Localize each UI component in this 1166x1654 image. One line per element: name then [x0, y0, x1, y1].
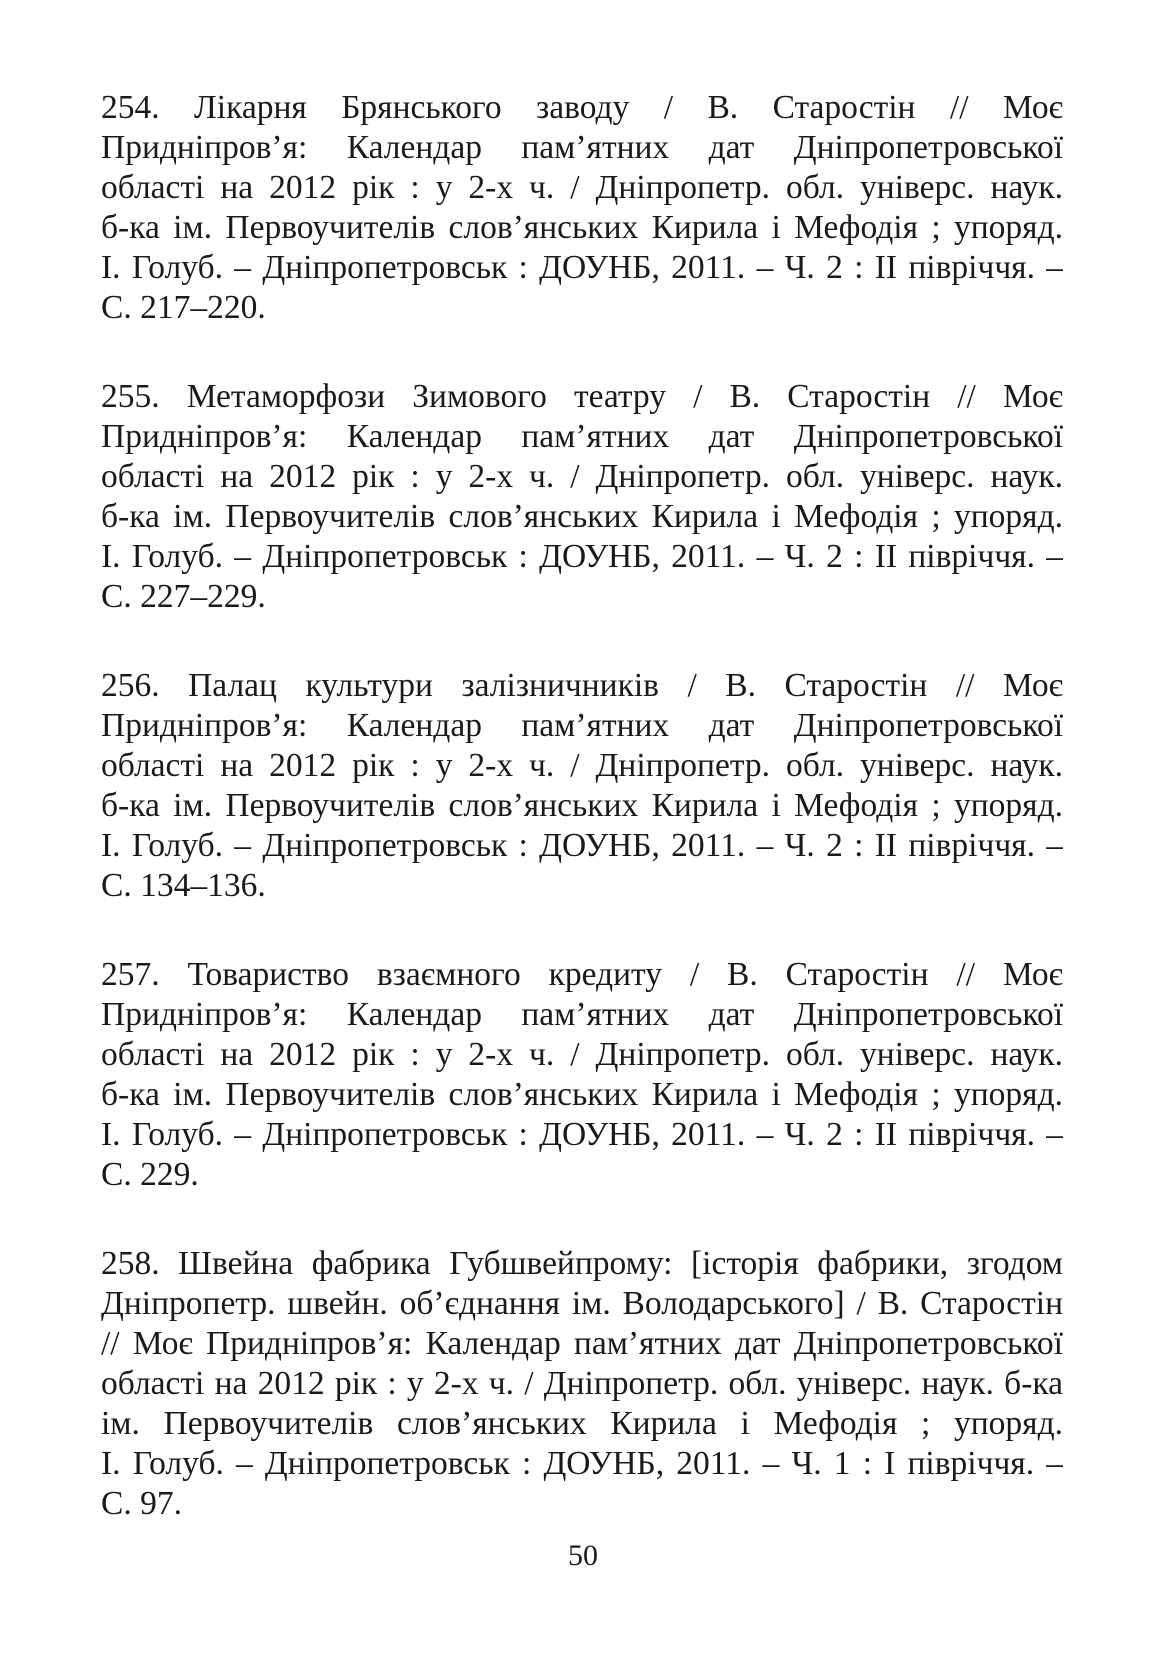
entry-line: б-ка ім. Первоучителів слов’янських Кирила і Мефодія ; упоряд. [101, 1076, 1063, 1113]
entry-line: Дніпропетр. швейн. об’єднання ім. Володарського] / В. Старостін [101, 1285, 1063, 1322]
entry-line: 258. Швейна фабрика Губшвейпрому: [історія фабрики, згодом [101, 1245, 1063, 1282]
entry-line: Придніпров’я: Календар пам’ятних дат Дніпропетровської [101, 996, 1063, 1033]
bibliography-list [101, 88, 1063, 1573]
entry-line: області на 2012 рік : у 2-х ч. / Дніпропетр. обл. універс. наук. [101, 169, 1063, 206]
entry-line: 255. Метаморфози Зимового театру / В. Старостін // Моє [101, 378, 1063, 415]
entry-line: області на 2012 рік : у 2-х ч. / Дніпропетр. обл. універс. наук. [101, 458, 1063, 495]
entry-line: С. 134–136. [101, 867, 266, 904]
entry-line: 254. Лікарня Брянського заводу / В. Старостін // Моє [101, 89, 1063, 126]
entry-line: І. Голуб. – Дніпропетровськ : ДОУНБ, 2011. – Ч. 2 : ІІ півріччя. – [101, 1116, 1063, 1153]
entry-line: С. 227–229. [101, 578, 266, 615]
bibliography-entry-257 [101, 955, 1063, 1195]
bibliography-entry-254 [101, 88, 1063, 328]
entry-line: б-ка ім. Первоучителів слов’янських Кирила і Мефодія ; упоряд. [101, 209, 1063, 246]
entry-line: І. Голуб. – Дніпропетровськ : ДОУНБ, 2011. – Ч. 2 : ІІ півріччя. – [101, 827, 1063, 864]
entry-line: С. 229. [101, 1156, 199, 1193]
entry-line: б-ка ім. Первоучителів слов’янських Кирила і Мефодія ; упоряд. [101, 498, 1063, 535]
entry-line: Придніпров’я: Календар пам’ятних дат Дніпропетровської [101, 418, 1063, 455]
entry-line: С. 97. [101, 1485, 182, 1522]
bibliography-entry-258 [101, 1244, 1063, 1524]
entry-line: області на 2012 рік : у 2-х ч. / Дніпропетр. обл. універс. наук. [101, 1036, 1063, 1073]
bibliography-entry-256 [101, 666, 1063, 906]
entry-line: // Моє Придніпров’я: Календар пам’ятних дат Дніпропетровської [101, 1325, 1063, 1362]
entry-line: Придніпров’я: Календар пам’ятних дат Дніпропетровської [101, 129, 1063, 166]
entry-line: ім. Первоучителів слов’янських Кирила і Мефодія ; упоряд. [101, 1405, 1063, 1442]
entry-line: С. 217–220. [101, 289, 266, 326]
entry-line: б-ка ім. Первоучителів слов’янських Кирила і Мефодія ; упоряд. [101, 787, 1063, 824]
entry-line: області на 2012 рік : у 2-х ч. / Дніпропетр. обл. універс. наук. б-ка [101, 1365, 1063, 1402]
page-number: 50 [568, 1539, 598, 1572]
entry-line: області на 2012 рік : у 2-х ч. / Дніпропетр. обл. універс. наук. [101, 747, 1063, 784]
entry-line: 256. Палац культури залізничників / В. Старостін // Моє [101, 667, 1063, 704]
entry-line: І. Голуб. – Дніпропетровськ : ДОУНБ, 2011. – Ч. 2 : ІІ півріччя. – [101, 538, 1063, 575]
entry-line: 257. Товариство взаємного кредиту / В. Старостін // Моє [101, 956, 1063, 993]
entry-line: І. Голуб. – Дніпропетровськ : ДОУНБ, 2011. – Ч. 2 : ІІ півріччя. – [101, 249, 1063, 286]
bibliography-entry-255 [101, 377, 1063, 617]
entry-line: І. Голуб. – Дніпропетровськ : ДОУНБ, 2011. – Ч. 1 : І півріччя. – [101, 1445, 1063, 1482]
entry-line: Придніпров’я: Календар пам’ятних дат Дніпропетровської [101, 707, 1063, 744]
